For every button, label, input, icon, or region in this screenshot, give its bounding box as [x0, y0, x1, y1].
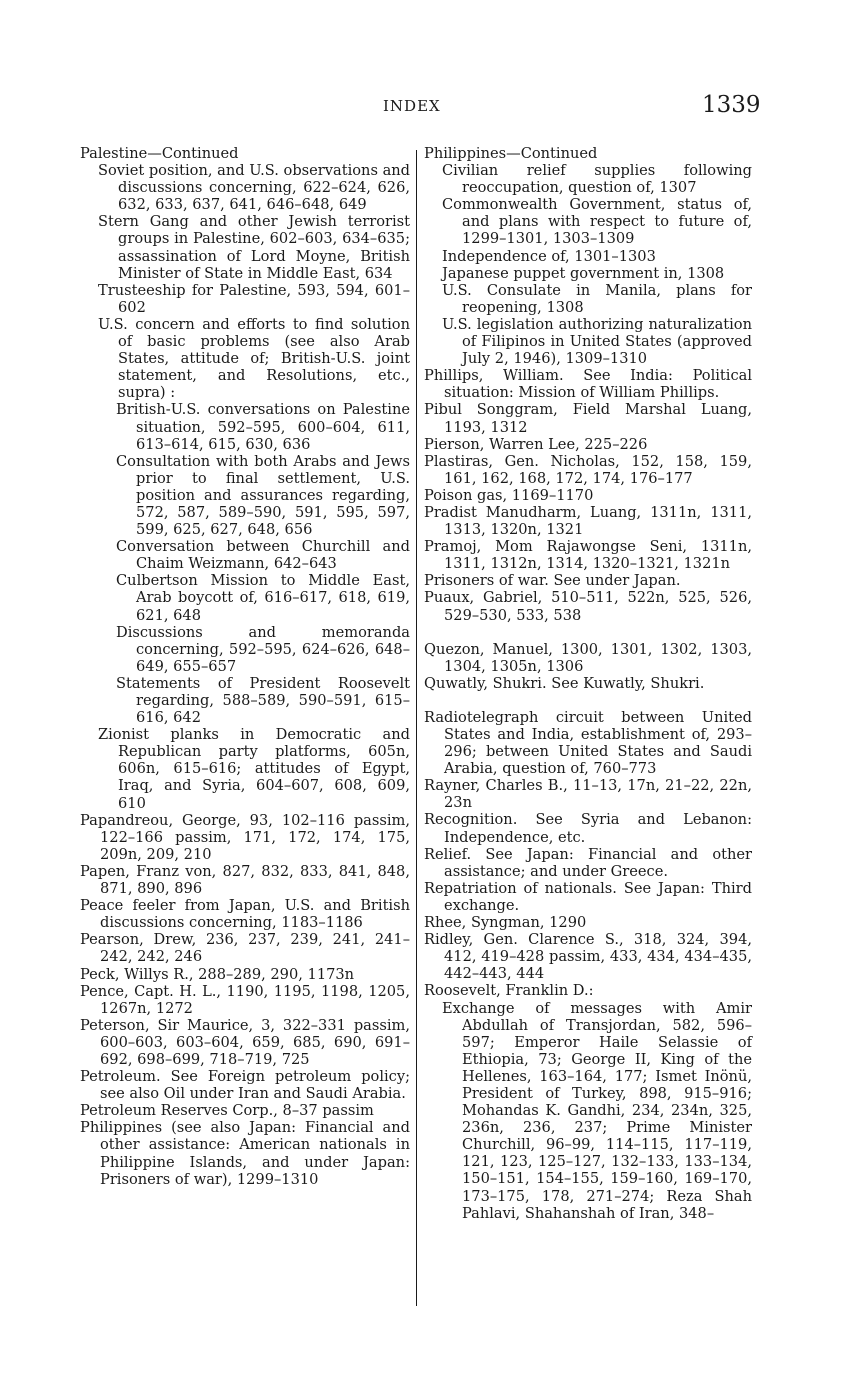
- running-title: INDEX: [383, 97, 441, 115]
- index-entry: Phillips, William. See India: Political situation: Mission of William Phillips.: [424, 367, 752, 402]
- index-entry: Statements of President Roosevelt regarding, 588–589, 590–591, 615–616, 642: [116, 674, 410, 727]
- index-entry: Japanese puppet government in, 1308: [442, 264, 725, 282]
- index-entry: Trusteeship for Palestine, 593, 594, 601–602: [98, 281, 410, 316]
- index-entry: Philippines—Continued: [424, 145, 598, 162]
- index-entry: Peace feeler from Japan, U.S. and British discussions concerning, 1183–1186: [80, 897, 410, 932]
- index-entry: Pearson, Drew, 236, 237, 239, 241, 241–242, 242, 246: [80, 931, 410, 966]
- index-entry: Consultation with both Arabs and Jews prior to final settlement, U.S. position and assurances regarding, 572, 587, 589–590, 591, 595, 597, 599, 625, 627, 648, 656: [116, 452, 410, 539]
- index-entry: Rhee, Syngman, 1290: [424, 914, 587, 932]
- index-entry: Prisoners of war. See under Japan.: [424, 572, 681, 590]
- index-entry: Civilian relief supplies following reoccupation, question of, 1307: [442, 162, 752, 197]
- index-entry: Palestine—Continued: [80, 145, 239, 162]
- index-entry: Philippines (see also Japan: Financial and other assistance: American nationals in Philippine Islands, and under Japan: Prisoners of war), 1299–1310: [80, 1119, 410, 1188]
- index-entry: Repatriation of nationals. See Japan: Third exchange.: [424, 879, 752, 914]
- index-column-right: [424, 145, 752, 1222]
- index-entry: Relief. See Japan: Financial and other assistance; and under Greece.: [424, 845, 752, 880]
- section-gap: [424, 624, 752, 641]
- index-entry: Rayner, Charles B., 11–13, 17n, 21–22, 22n, 23n: [424, 777, 752, 812]
- index-entry: U.S. Consulate in Manila, plans for reopening, 1308: [442, 281, 752, 316]
- page-number: 1339: [702, 92, 761, 118]
- index-entry: Quwatly, Shukri. See Kuwatly, Shukri.: [424, 674, 705, 692]
- index-entry: Pierson, Warren Lee, 225–226: [424, 435, 648, 453]
- index-entry: Plastiras, Gen. Nicholas, 152, 158, 159, 161, 162, 168, 172, 174, 176–177: [424, 452, 752, 487]
- index-entry: Independence of, 1301–1303: [442, 247, 656, 265]
- index-entry: Stern Gang and other Jewish terrorist groups in Palestine, 602–603, 634–635; assassination of Lord Moyne, British Minister of State in Middle East, 634: [98, 213, 410, 282]
- section-gap: [424, 692, 752, 709]
- index-entry: Petroleum. See Foreign petroleum policy; see also Oil under Iran and Saudi Arabia.: [80, 1068, 410, 1103]
- index-entry: Papandreou, George, 93, 102–116 passim, 122–166 passim, 171, 172, 174, 175, 209n, 209, 210: [80, 811, 410, 863]
- index-entry: Soviet position, and U.S. observations and discussions concerning, 622–624, 626, 632, 633, 637, 641, 646–648, 649: [98, 162, 411, 214]
- index-entry: Discussions and memoranda concerning, 592–595, 624–626, 648–649, 655–657: [116, 623, 410, 675]
- index-entry: Pradist Manudharm, Luang, 1311n, 1311, 1313, 1320n, 1321: [424, 503, 752, 539]
- index-entry: Puaux, Gabriel, 510–511, 522n, 525, 526, 529–530, 533, 538: [424, 589, 752, 624]
- index-entry: Zionist planks in Democratic and Republican party platforms, 605n, 606n, 615–616; attitudes of Egypt, Iraq, and Syria, 604–607, 608, 609, 610: [98, 726, 410, 812]
- index-entry: Conversation between Churchill and Chaim Weizmann, 642–643: [116, 538, 410, 573]
- index-entry: British-U.S. conversations on Palestine situation, 592–595, 600–604, 611, 613–614, 615, 630, 636: [116, 401, 410, 453]
- index-column-left: [80, 145, 410, 1188]
- index-entry: Pence, Capt. H. L., 1190, 1195, 1198, 1205, 1267n, 1272: [80, 982, 410, 1017]
- index-entry: Culbertson Mission to Middle East, Arab boycott of, 616–617, 618, 619, 621, 648: [116, 572, 410, 624]
- index-entry: U.S. concern and efforts to find solution of basic problems (see also Arab States, attitude of; British-U.S. joint statement, and Resolutions, etc., supra) :: [98, 315, 410, 402]
- index-entry: Recognition. See Syria and Lebanon: Independence, etc.: [424, 811, 752, 846]
- index-entry: Pramoj, Mom Rajawongse Seni, 1311n, 1311, 1312n, 1314, 1320–1321, 1321n: [424, 538, 752, 573]
- index-entry: Peck, Willys R., 288–289, 290, 1173n: [80, 965, 355, 983]
- index-entry: Radiotelegraph circuit between United States and India, establishment of, 293–296; between United States and Saudi Arabia, question of, 760–773: [424, 708, 752, 778]
- index-entry: Exchange of messages with Amir Abdullah of Transjordan, 582, 596–597; Emperor Haile Selassie of Ethiopia, 73; George II, King of the Hellenes, 163–164, 177; Ismet Inönü, President of Turkey, 898, 915–916; Mohandas K. Gandhi, 234, 234n, 325, 236n, 236, 237; Prime Minister Churchill, 96–99, 114–115, 117–119, 121, 123, 125–127, 132–133, 133–134, 150–151, 154–155, 159–160, 169–170, 173–175, 178, 271–274; Reza Shah Pahlavi, Shahanshah of Iran, 348–: [442, 999, 752, 1222]
- index-entry: Papen, Franz von, 827, 832, 833, 841, 848, 871, 890, 896: [80, 862, 410, 898]
- index-entry: Commonwealth Government, status of, and plans with respect to future of, 1299–1301, 1303–1309: [442, 196, 752, 248]
- index-entry: Poison gas, 1169–1170: [424, 486, 594, 504]
- index-entry: Peterson, Sir Maurice, 3, 322–331 passim, 600–603, 603–604, 659, 685, 690, 691–692, 698–699, 718–719, 725: [80, 1016, 410, 1068]
- index-entry: Petroleum Reserves Corp., 8–37 passim: [80, 1102, 374, 1120]
- index-entry: Pibul Songgram, Field Marshal Luang, 1193, 1312: [424, 401, 752, 436]
- index-entry: Roosevelt, Franklin D.:: [424, 982, 594, 1000]
- index-entry: U.S. legislation authorizing naturalization of Filipinos in United States (approved July 2, 1946), 1309–1310: [442, 315, 752, 368]
- index-entry: Quezon, Manuel, 1300, 1301, 1302, 1303, 1304, 1305n, 1306: [424, 640, 752, 675]
- index-entry: Ridley, Gen. Clarence S., 318, 324, 394, 412, 419–428 passim, 433, 434, 434–435, 442–443, 444: [424, 931, 752, 983]
- column-divider: [416, 150, 417, 1306]
